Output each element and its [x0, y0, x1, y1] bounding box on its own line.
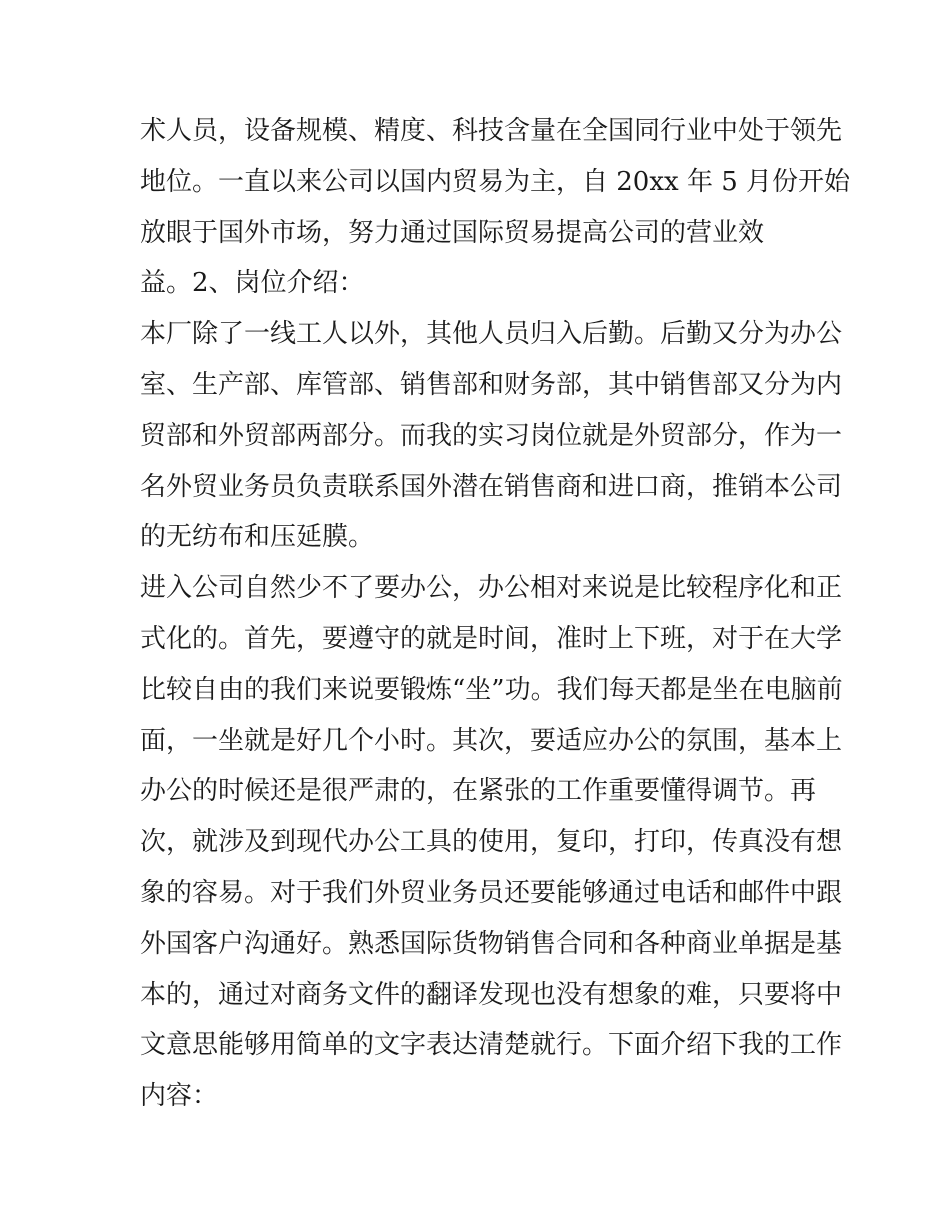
text-line: 式化的。首先，要遵守的就是时间，准时上下班，对于在大学: [140, 623, 843, 654]
text-line: 的无纺布和压延膜。: [140, 522, 375, 553]
text-line: 名外贸业务员负责联系国外潜在销售商和进口商，推销本公司: [140, 471, 843, 502]
text-line: 室、生产部、库管部、销售部和财务部，其中销售部又分为内: [140, 369, 843, 400]
text-line: 象的容易。对于我们外贸业务员还要能够通过电话和邮件中跟: [140, 877, 843, 908]
text-line: 面，一坐就是好几个小时。其次，要适应办公的氛围，基本上: [140, 725, 843, 756]
text-line: 本厂除了一线工人以外，其他人员归入后勤。后勤又分为办公: [140, 319, 843, 350]
text-line: 办公的时候还是很严肃的，在紧张的工作重要懂得调节。再: [140, 776, 817, 807]
text-line: 地位。一直以来公司以国内贸易为主，自 20xx 年 5 月份开始: [140, 166, 851, 197]
text-line: 文意思能够用简单的文字表达清楚就行。下面介绍下我的工作: [140, 1030, 843, 1061]
text-line: 比较自由的我们来说要锻炼“坐”功。我们每天都是坐在电脑前: [140, 674, 843, 705]
text-line: 放眼于国外市场，努力通过国际贸易提高公司的营业效: [140, 217, 765, 248]
text-line: 次，就涉及到现代办公工具的使用，复印，打印，传真没有想: [140, 827, 843, 858]
text-line: 益。2、岗位介绍：: [140, 268, 365, 299]
text-line: 术人员，设备规模、精度、科技含量在全国同行业中处于领先: [140, 116, 843, 146]
text-line: 进入公司自然少不了要办公，办公相对来说是比较程序化和正: [140, 573, 843, 604]
text-line: 外国客户沟通好。熟悉国际货物销售合同和各种商业单据是基: [140, 928, 843, 959]
text-line: 贸部和外贸部两部分。而我的实习岗位就是外贸部分，作为一: [140, 420, 843, 451]
body-text: [140, 106, 851, 1122]
text-line: 本的，通过对商务文件的翻译发现也没有想象的难，只要将中: [140, 979, 843, 1010]
text-line: 内容：: [140, 1081, 219, 1112]
